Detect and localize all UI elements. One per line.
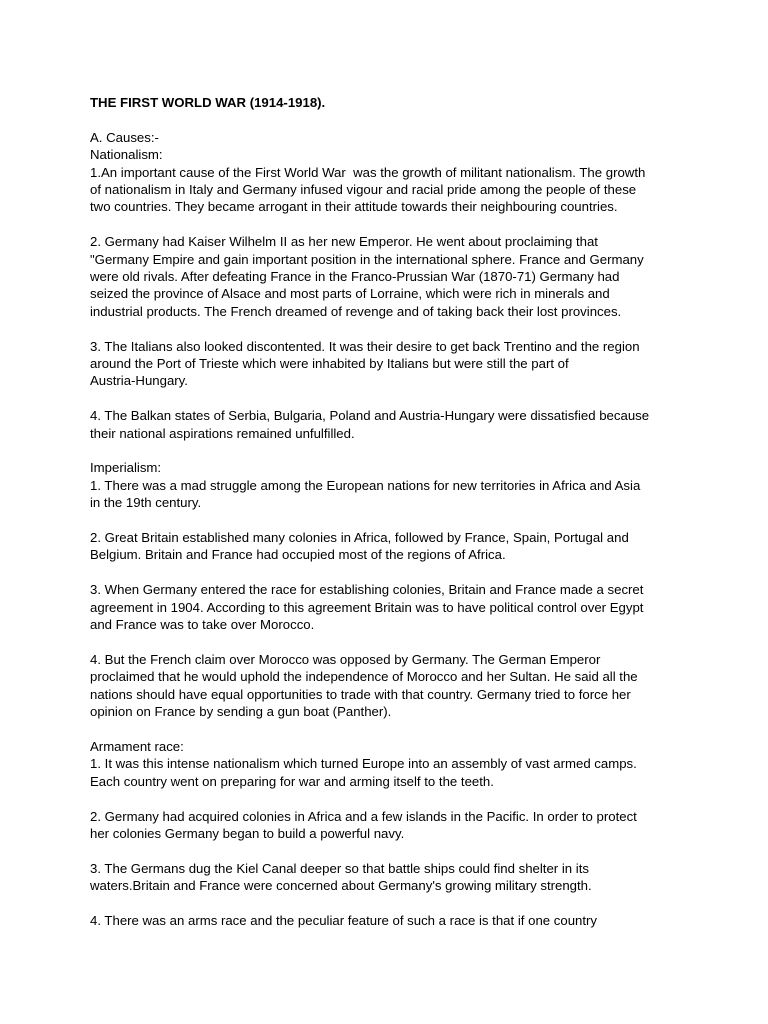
paragraph xyxy=(90,233,690,320)
document-body xyxy=(90,129,690,930)
paragraph xyxy=(90,581,690,633)
document-title: THE FIRST WORLD WAR (1914-1918). xyxy=(90,95,326,110)
paragraph-line: their national aspirations remained unfulfilled. xyxy=(90,425,355,441)
paragraph-line: 4. The Balkan states of Serbia, Bulgaria, Poland and Austria-Hungary were dissatisfied because xyxy=(90,408,650,424)
paragraph xyxy=(90,912,690,929)
paragraph-line: her colonies Germany began to build a powerful navy. xyxy=(90,825,405,841)
section-heading-line: A. Causes:- xyxy=(90,129,159,145)
paragraph-line: in the 19th century. xyxy=(90,495,202,511)
paragraph xyxy=(90,407,690,442)
paragraph-line: 1. It was this intense nationalism which turned Europe into an assembly of vast armed camps. xyxy=(90,756,637,772)
paragraph-line: two countries. They became arrogant in their attitude towards their neighbouring countries. xyxy=(90,199,618,215)
paragraph-line: 1. There was a mad struggle among the European nations for new territories in Africa and Asia xyxy=(90,477,641,493)
paragraph-line: opinion on France by sending a gun boat (Panther). xyxy=(90,704,392,720)
paragraph xyxy=(90,529,690,564)
section-heading xyxy=(90,738,690,755)
paragraph-line: around the Port of Trieste which were inhabited by Italians but were still the part of xyxy=(90,356,569,372)
paragraph xyxy=(90,808,690,843)
document-page xyxy=(90,94,690,947)
paragraph-line: 2. Germany had Kaiser Wilhelm II as her new Emperor. He went about proclaiming that xyxy=(90,234,598,250)
paragraph-line: seized the province of Alsace and most parts of Lorraine, which were rich in minerals and xyxy=(90,286,610,302)
paragraph-line: proclaimed that he would uphold the independence of Morocco and her Sultan. He said all the xyxy=(90,669,638,685)
paragraph-line: agreement in 1904. According to this agreement Britain was to have political control over Egypt xyxy=(90,599,644,615)
paragraph-line: 4. But the French claim over Morocco was opposed by Germany. The German Emperor xyxy=(90,651,601,667)
paragraph xyxy=(90,651,690,721)
paragraph-line: 2. Germany had acquired colonies in Africa and a few islands in the Pacific. In order to protect xyxy=(90,808,637,824)
paragraph-line: of nationalism in Italy and Germany infused vigour and racial pride among the people of these xyxy=(90,182,637,198)
paragraph-line: were old rivals. After defeating France in the Franco-Prussian War (1870-71) Germany had xyxy=(90,269,620,285)
section-heading xyxy=(90,129,690,164)
paragraph xyxy=(90,860,690,895)
section-heading xyxy=(90,459,690,476)
paragraph-line: 2. Great Britain established many colonies in Africa, followed by France, Spain, Portugal and xyxy=(90,530,629,546)
paragraph-line: Austria-Hungary. xyxy=(90,373,188,389)
paragraph xyxy=(90,477,690,512)
paragraph-line: Each country went on preparing for war and arming itself to the teeth. xyxy=(90,773,494,789)
paragraph xyxy=(90,338,690,390)
paragraph-line: 3. The Germans dug the Kiel Canal deeper so that battle ships could find shelter in its xyxy=(90,860,589,876)
document-section xyxy=(90,738,690,929)
paragraph-line: "Germany Empire and gain important position in the international sphere. France and Germany xyxy=(90,251,644,267)
paragraph xyxy=(90,755,690,790)
paragraph-line: 3. The Italians also looked discontented. It was their desire to get back Trentino and the region xyxy=(90,338,640,354)
paragraph-line: nations should have equal opportunities to trade with that country. Germany tried to force her xyxy=(90,686,631,702)
paragraph xyxy=(90,164,690,216)
paragraph-line: 3. When Germany entered the race for establishing colonies, Britain and France made a secret xyxy=(90,582,644,598)
document-section xyxy=(90,129,690,442)
section-heading-line: Imperialism: xyxy=(90,460,162,476)
paragraph-line: waters.Britain and France were concerned about Germany's growing military strength. xyxy=(90,878,592,894)
section-heading-line: Nationalism: xyxy=(90,147,163,163)
document-section xyxy=(90,459,690,720)
paragraph-line: industrial products. The French dreamed of revenge and of taking back their lost provinces. xyxy=(90,303,622,319)
paragraph-line: 1.An important cause of the First World War was the growth of militant nationalism. The growth xyxy=(90,164,646,180)
paragraph-line: Belgium. Britain and France had occupied most of the regions of Africa. xyxy=(90,547,506,563)
section-heading-line: Armament race: xyxy=(90,738,184,754)
paragraph-line: and France was to take over Morocco. xyxy=(90,617,315,633)
paragraph-line: 4. There was an arms race and the peculiar feature of such a race is that if one country xyxy=(90,912,598,928)
